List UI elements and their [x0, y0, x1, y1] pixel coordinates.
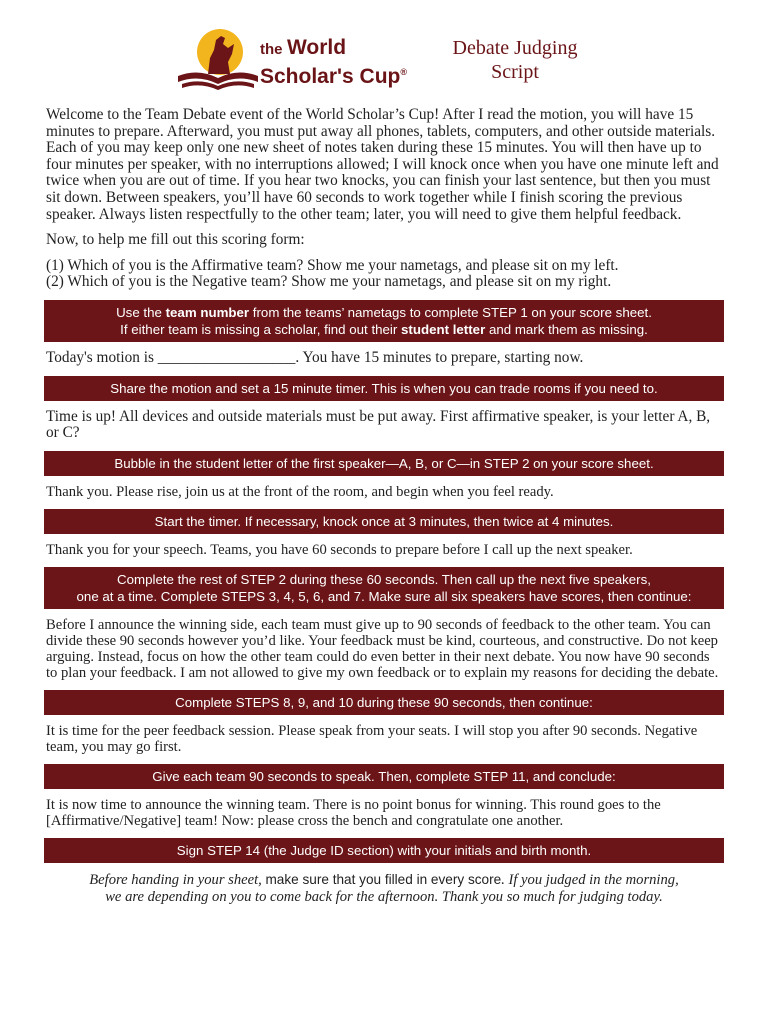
instruction-bar-steps-3-7	[44, 567, 724, 609]
page-title	[420, 36, 610, 84]
instruction-bar-step14: Sign STEP 14 (the Judge ID section) with your initials and birth month.	[44, 838, 724, 863]
closing-text-a: Before handing in your sheet,	[89, 871, 266, 888]
bar1-student-letter: student letter	[401, 321, 486, 337]
thank-you-speech: Thank you for your speech. Teams, you have 60 seconds to prepare before I call up the next speaker.	[46, 541, 633, 558]
scoring-intro: Now, to help me fill out this scoring form:	[46, 231, 305, 249]
announce-winner-paragraph: It is now time to announce the winning team. There is no point bonus for winning. This round goes to the [Affirmative/Negative] team! Now: please cross the bench and congratulate one another.	[46, 796, 661, 829]
closing-note	[46, 871, 722, 906]
logo-world: World	[286, 36, 347, 59]
logo-wordmark	[260, 36, 407, 88]
bar1-text-f: and mark them as missing.	[485, 321, 648, 337]
thank-you-rise: Thank you. Please rise, join us at the front of the room, and begin when you feel ready.	[46, 483, 554, 500]
logo-registered-mark: ®	[400, 67, 407, 77]
logo-scholars-cup-text: Scholar's Cup	[260, 65, 401, 88]
question-negative: (2) Which of you is the Negative team? Show me your nametags, and please sit on my right.	[46, 273, 612, 291]
instruction-bar-step11: Give each team 90 seconds to speak. Then, complete STEP 11, and conclude:	[44, 764, 724, 789]
feedback-intro: Before I announce the winning side, each team must give up to 90 seconds of feedback to the other team. You can divide these 90 seconds however you’d like. Your feedback must be kind, courteous, and constructive. Do not keep arguing. Instead, focus on how the other team could do even better in their next debate. You now have 90 seconds to plan your feedback. I am not allowed to give my own feedback or to explain my reasons for deciding the debate.	[46, 616, 719, 681]
intro-paragraph: Welcome to the Team Debate event of the World Scholar’s Cup! After I read the motion, you will have 15 minutes to prepare. Afterward, you must put away all phones, tablets, computers, and other outside materials. Each of you may keep only one new sheet of notes taken during these 15 minutes. You will then have up to four minutes per speaker, with no interruptions allowed; I will knock once when you have one minute left and twice when you are out of time. If you hear two knocks, you can finish your last sentence, but then you must sit down. Between speakers, you’ll have 60 seconds to work together while I finish scoring the previous speaker. Always listen respectfully to the other team; later, you will need to give them helpful feedback.	[46, 106, 719, 223]
closing-text-d: we are depending on you to come back for the afternoon. Thank you so much for judging today.	[105, 888, 663, 905]
instruction-bar-steps-8-10: Complete STEPS 8, 9, and 10 during these 90 seconds, then continue:	[44, 690, 724, 715]
title-line-2: Script	[491, 61, 539, 83]
instruction-bar-step2: Bubble in the student letter of the first speaker—A, B, or C—in STEP 2 on your score sheet.	[44, 451, 724, 476]
closing-emphasis: make sure that you filled in every score	[265, 871, 502, 887]
world-scholars-cup-logo	[176, 28, 428, 94]
instruction-bar-timer: Share the motion and set a 15 minute timer. This is when you can trade rooms if you need to.	[44, 376, 724, 401]
instruction-bar-start-timer: Start the timer. If necessary, knock once at 3 minutes, then twice at 4 minutes.	[44, 509, 724, 534]
header	[0, 0, 768, 100]
bar1-text-a: Use the	[116, 304, 166, 320]
script-body	[46, 107, 722, 906]
bar1-text-d: If either team is missing a scholar, find out their	[120, 321, 402, 337]
bar5-line-2: one at a time. Complete STEPS 3, 4, 5, 6, and 7. Make sure all six speakers have scores, then continue:	[76, 588, 692, 604]
question-affirmative: (1) Which of you is the Affirmative team? Show me your nametags, and please sit on my left.	[46, 256, 619, 274]
peer-feedback-paragraph: It is time for the peer feedback session. Please speak from your seats. I will stop you after 90 seconds. Negative team, you may go first.	[46, 722, 698, 755]
logo-scholars-cup	[260, 61, 407, 88]
time-up-paragraph: Time is up! All devices and outside materials must be put away. First affirmative speaker, is your letter A, B, or C?	[46, 407, 711, 442]
title-line-1: Debate Judging	[452, 37, 578, 59]
team-questions	[46, 258, 722, 291]
logo-the: the	[260, 41, 283, 58]
motion-line: Today's motion is __________________. You have 15 minutes to prepare, starting now.	[46, 348, 584, 366]
bar1-team-number: team number	[165, 304, 250, 320]
bar5-line-1: Complete the rest of STEP 2 during these 60 seconds. Then call up the next five speakers,	[117, 571, 651, 587]
bar1-text-c: from the teams’ nametags to complete STEP 1 on your score sheet.	[249, 304, 652, 320]
instruction-bar-step1	[44, 300, 724, 342]
closing-text-c: . If you judged in the morning,	[501, 871, 679, 888]
rooster-book-logo-icon	[176, 28, 260, 94]
